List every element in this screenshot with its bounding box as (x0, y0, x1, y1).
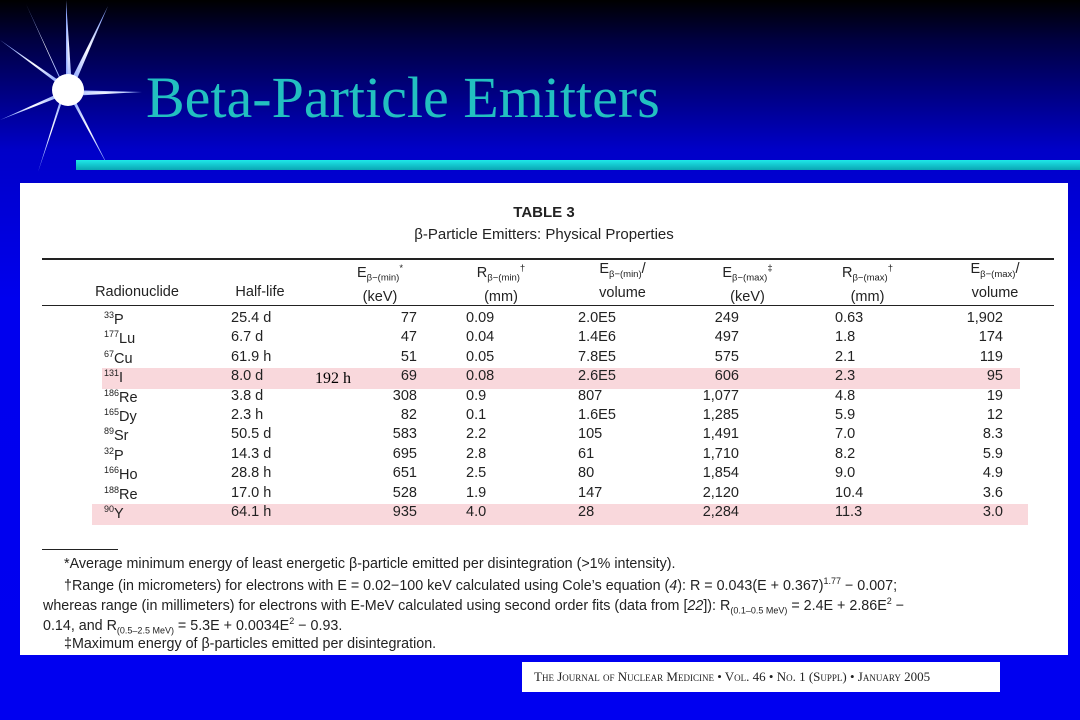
cell-radionuclide (104, 329, 135, 347)
cell-r-min: 2.8 (466, 445, 487, 462)
header-r-max-sub: β−(max) (852, 272, 888, 284)
citation-box (522, 662, 1000, 692)
footnote-3-d: = 2.4E + 2.86E (787, 597, 887, 614)
cell-r-min: 2.5 (466, 465, 487, 482)
cell-e-max-vol: 12 (986, 407, 1003, 423)
cell-r-min: 0.1 (466, 407, 487, 423)
cell-half-life: 50.5 d (231, 426, 272, 443)
cell-e-min-vol: 7.8E5 (578, 348, 616, 365)
footnote-4 (43, 616, 342, 636)
slide-title: Beta-Particle Emitters (146, 65, 660, 130)
header-e-min-vol-unit: volume (599, 284, 646, 301)
footnote-3-e: − (891, 597, 905, 614)
cell-half-life: 61.9 h (231, 348, 272, 365)
cell-half-life: 6.7 d (231, 329, 264, 346)
cell-half-life: 25.4 d (231, 310, 272, 326)
cell-r-min: 2.2 (466, 426, 487, 443)
header-r-min (456, 260, 546, 306)
cell-e-max: 1,710 (702, 445, 739, 462)
table-row (20, 388, 1068, 407)
element-symbol: Dy (119, 408, 137, 425)
cell-e-min: 528 (392, 484, 417, 501)
cell-half-life: 2.3 h (231, 407, 264, 423)
table-row (20, 349, 1068, 368)
cell-e-max: 606 (714, 368, 739, 385)
cell-radionuclide (104, 349, 133, 367)
cell-e-max: 1,285 (702, 407, 739, 423)
cell-radionuclide (104, 485, 138, 503)
cell-e-max-vol: 95 (986, 368, 1003, 385)
table-subtitle: β-Particle Emitters: Physical Properties (414, 226, 674, 243)
cell-e-min: 47 (400, 329, 417, 346)
cell-r-min: 0.05 (466, 348, 495, 365)
header-e-min-vol-sym: E (599, 261, 609, 277)
cell-e-max-vol: 119 (979, 348, 1003, 365)
header-e-max-vol-unit: volume (971, 284, 1019, 301)
table-row (20, 485, 1068, 504)
header-e-min (335, 260, 425, 306)
cell-radionuclide (104, 407, 137, 425)
cell-e-min-vol: 2.6E5 (578, 368, 616, 385)
footnote-1: *Average minimum energy of least energetic β-particle emitted per disintegration (>1% intensity). (64, 556, 676, 572)
cell-half-life: 17.0 h (231, 484, 272, 501)
mass-number: 32 (104, 445, 115, 456)
cell-half-life: 14.3 d (231, 445, 272, 462)
footnote-3-c: ]): R (703, 597, 731, 614)
cell-e-min-vol: 28 (578, 504, 595, 520)
cell-radionuclide (104, 310, 124, 328)
table-row (20, 368, 1068, 387)
footnote-3 (43, 596, 904, 616)
element-symbol: P (114, 311, 124, 328)
cell-e-max-vol: 3.0 (982, 504, 1003, 520)
cell-e-max: 2,120 (702, 484, 739, 501)
mass-number: 67 (104, 348, 115, 359)
cell-e-max: 2,284 (702, 504, 739, 520)
header-e-min-mark: * (399, 263, 404, 274)
cell-e-max: 249 (714, 310, 739, 326)
cell-r-max: 7.0 (835, 426, 856, 443)
cell-e-min-vol: 1.6E5 (578, 407, 616, 423)
header-r-min-unit: (mm) (484, 288, 518, 305)
cell-e-max: 1,077 (702, 387, 739, 404)
cell-r-min: 0.9 (466, 387, 487, 404)
header-e-min-sym: E (356, 264, 367, 281)
header-half-life: Half-life (235, 284, 285, 300)
mass-number: 89 (104, 426, 115, 437)
header-r-min-mark: † (519, 263, 526, 274)
footnote-2-a: †Range (in micrometers) for electrons with E = 0.02−100 keV calculated using Cole’s equation ( (64, 577, 670, 594)
cell-radionuclide (104, 446, 124, 464)
mass-number: 177 (104, 329, 120, 340)
header-r-max-unit: (mm) (850, 288, 885, 305)
table-panel (20, 183, 1068, 655)
element-symbol: Lu (119, 331, 136, 348)
table-row (20, 329, 1068, 348)
mass-number: 131 (104, 368, 120, 379)
footnote-3-sup: 2 (886, 596, 892, 606)
table-row (20, 446, 1068, 465)
footnote-4-sub: (0.5–2.5 MeV) (116, 625, 174, 636)
cell-e-min: 651 (392, 465, 417, 482)
cell-r-min: 1.9 (466, 484, 487, 501)
footnote-2-d: − 0.007; (841, 577, 898, 594)
cell-e-max: 1,491 (702, 426, 739, 443)
element-symbol: Re (119, 389, 138, 406)
header-e-min-vol-tail: / (641, 261, 646, 277)
footnote-4-c: − 0.93. (294, 617, 343, 634)
cell-e-min-vol: 147 (578, 484, 603, 501)
cell-e-min: 583 (392, 426, 417, 443)
cell-e-max-vol: 3.6 (982, 484, 1003, 501)
header-e-max-vol-sym: E (970, 261, 981, 277)
mass-number: 33 (104, 310, 115, 320)
header-r-max-mark: † (887, 263, 894, 274)
header-e-max-unit: (keV) (730, 288, 765, 305)
header-e-max-mark: ‡ (767, 263, 773, 274)
cell-r-max: 1.8 (835, 329, 856, 346)
cell-e-max: 497 (714, 329, 739, 346)
cell-radionuclide (104, 504, 124, 522)
cell-e-min-vol: 105 (578, 426, 603, 443)
cell-r-max: 2.1 (835, 348, 856, 365)
title-underline-bar (76, 160, 1080, 170)
table-row (20, 407, 1068, 426)
element-symbol: Re (119, 486, 138, 503)
mass-number: 166 (104, 465, 120, 476)
element-symbol: Sr (114, 428, 129, 445)
header-r-min-sym: R (476, 264, 488, 281)
element-symbol: Y (114, 505, 124, 522)
cell-e-min: 77 (400, 310, 417, 326)
cell-e-min-vol: 807 (578, 387, 603, 404)
cell-r-max: 2.3 (835, 368, 856, 385)
mass-number: 186 (104, 387, 120, 398)
cell-e-min: 82 (400, 407, 417, 423)
element-symbol: P (114, 447, 124, 464)
cell-r-min: 4.0 (466, 504, 487, 520)
citation-text: The Journal of Nuclear Medicine • Vol. 46 • No. 1 (Suppl) • January 2005 (534, 669, 931, 684)
cell-r-max: 9.0 (835, 465, 856, 482)
footnote-2-sup: 1.77 (823, 576, 842, 586)
cell-e-min: 935 (392, 504, 417, 520)
cell-e-min-vol: 1.4E6 (578, 329, 616, 346)
cell-r-max: 11.3 (835, 504, 863, 520)
header-e-max-sym: E (722, 264, 733, 281)
footnote-3-ref: 22 (687, 597, 704, 614)
cell-r-max: 8.2 (835, 445, 856, 462)
cell-radionuclide (104, 368, 123, 386)
cell-e-max: 575 (714, 348, 739, 365)
cell-e-min-vol: 2.0E5 (578, 310, 616, 326)
annotation-192h: 192 h (315, 370, 351, 387)
cell-half-life: 64.1 h (231, 504, 272, 520)
table-row (20, 426, 1068, 445)
cell-e-max-vol: 4.9 (982, 465, 1003, 482)
cell-e-min: 308 (392, 387, 417, 404)
cell-e-min: 51 (400, 348, 417, 365)
cell-r-max: 4.8 (835, 387, 856, 404)
footnote-5: ‡Maximum energy of β-particles emitted per disintegration. (64, 636, 437, 652)
footnote-4-b: = 5.3E + 0.0034E (173, 617, 290, 634)
table-row (20, 504, 1068, 523)
cell-half-life: 28.8 h (231, 465, 272, 482)
footnote-2-ref: 4 (669, 577, 678, 594)
cell-e-max: 1,854 (702, 465, 739, 482)
header-radionuclide: Radionuclide (95, 284, 179, 300)
cell-e-max-vol: 1,902 (966, 310, 1003, 326)
cell-r-max: 5.9 (835, 407, 856, 423)
cell-radionuclide (104, 465, 138, 483)
header-e-min-unit: (keV) (362, 288, 398, 305)
header-e-max-sub: β−(max) (732, 272, 768, 284)
footnote-2 (64, 576, 897, 594)
mass-number: 90 (104, 504, 115, 514)
header-e-min-vol-sub: β−(min) (608, 268, 642, 280)
cell-e-min-vol: 61 (578, 445, 595, 462)
cell-e-min-vol: 80 (578, 465, 595, 482)
element-symbol: Cu (114, 350, 133, 367)
footnote-4-sup: 2 (289, 616, 295, 626)
cell-e-max-vol: 5.9 (982, 445, 1003, 462)
cell-r-min: 0.09 (466, 310, 495, 326)
cell-radionuclide (104, 426, 129, 444)
mass-number: 165 (104, 407, 120, 417)
cell-half-life: 3.8 d (231, 387, 264, 404)
header-r-max-sym: R (841, 264, 853, 281)
cell-e-max-vol: 8.3 (982, 426, 1003, 443)
header-e-max (700, 260, 795, 306)
header-e-max-vol-sub: β−(max) (980, 268, 1016, 280)
header-r-min-sub: β−(min) (487, 272, 520, 284)
mass-number: 188 (104, 484, 120, 495)
footnote-3-a: whereas range (in millimeters) for electrons with E-MeV calculated using second order fits (data from [ (43, 597, 688, 614)
cell-half-life: 8.0 d (231, 368, 264, 385)
header-r-max (820, 260, 915, 306)
table-row (20, 310, 1068, 329)
cell-r-max: 10.4 (835, 484, 864, 501)
cell-e-max-vol: 174 (978, 329, 1003, 346)
table-row (20, 465, 1068, 484)
header-e-min-vol (575, 260, 670, 302)
cell-e-min: 69 (400, 368, 417, 385)
footnote-rule (42, 549, 118, 550)
header-e-min-sub: β−(min) (366, 272, 400, 284)
cell-e-min: 695 (392, 445, 417, 462)
cell-radionuclide (104, 388, 138, 406)
cell-r-min: 0.08 (466, 368, 495, 385)
cell-e-max-vol: 19 (986, 387, 1003, 404)
star-burst-icon (0, 0, 160, 180)
cell-r-max: 0.63 (835, 310, 864, 326)
header-e-max-vol-tail: / (1015, 261, 1020, 277)
cell-r-min: 0.04 (466, 329, 495, 346)
element-symbol: I (119, 370, 124, 387)
footnote-3-sub: (0.1–0.5 MeV) (730, 605, 788, 616)
header-e-max-vol (945, 260, 1045, 302)
footnote-4-a: 0.14, and R (43, 617, 117, 634)
footnote-2-c: ): R = 0.043(E + 0.367) (677, 577, 824, 594)
table-title: TABLE 3 (513, 204, 575, 221)
element-symbol: Ho (119, 467, 138, 484)
